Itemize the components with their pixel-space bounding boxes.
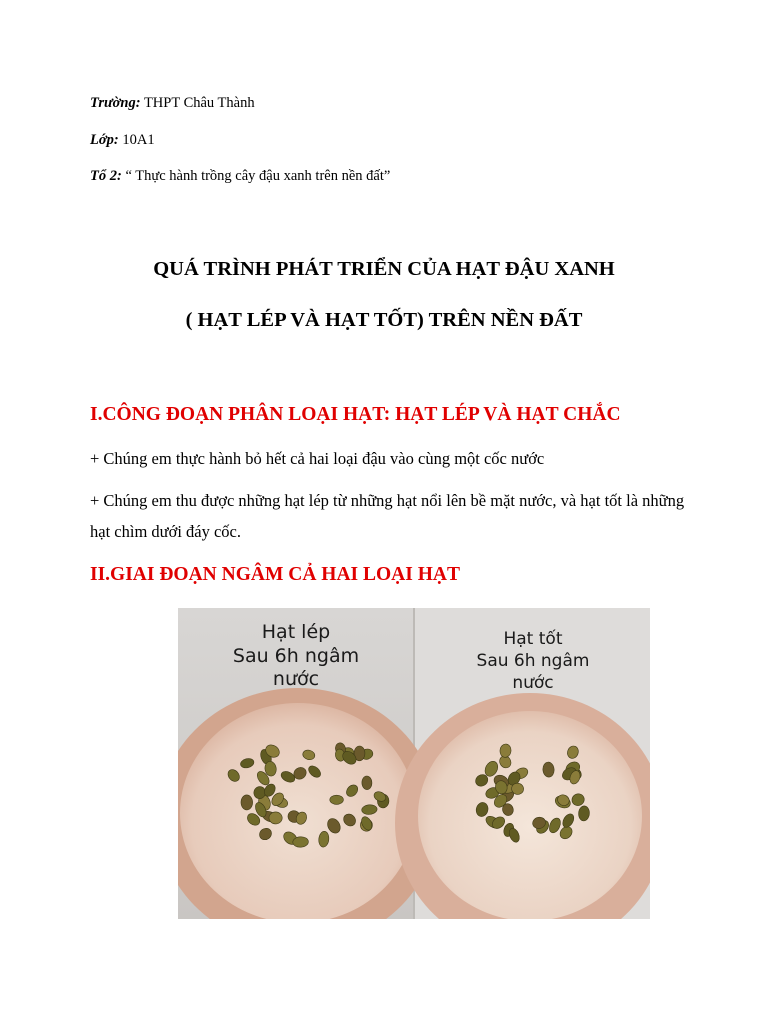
class-label: Lớp: xyxy=(90,132,119,148)
right-caption-line-1: Hạt tốt xyxy=(503,629,563,649)
group-line xyxy=(90,167,390,185)
section-1-paragraph-1: + Chúng em thực hành bỏ hết cả hai loại đậu vào cùng một cốc nước xyxy=(90,449,545,468)
page-title-line-2: ( HẠT LÉP VÀ HẠT TỐT) TRÊN NỀN ĐẤT xyxy=(185,309,583,331)
page-title-line-1: QUÁ TRÌNH PHÁT TRIỂN CỦA HẠT ĐẬU XANH xyxy=(153,258,615,280)
section-1-heading: I.CÔNG ĐOẠN PHÂN LOẠI HẠT: HẠT LÉP VÀ HẠT CHẮC xyxy=(90,404,621,425)
school-line xyxy=(90,94,255,112)
section-1-paragraph-2: + Chúng em thu được những hạt lép từ những hạt nổi lên bề mặt nước, và hạt tốt là những hạt chìm dưới đáy cốc. xyxy=(90,491,685,541)
left-bowl xyxy=(180,703,416,919)
group-value: “ Thực hành trồng cây đậu xanh trên nền đất” xyxy=(125,168,391,184)
soaked-beans-photo xyxy=(178,608,650,919)
bean xyxy=(269,812,283,824)
left-caption-line-2: Sau 6h ngâm xyxy=(232,645,360,667)
section-2-heading: II.GIAI ĐOẠN NGÂM CẢ HAI LOẠI HẠT xyxy=(90,564,460,585)
right-bowl xyxy=(418,711,642,919)
left-caption-line-1: Hạt lép xyxy=(261,621,331,643)
class-value: 10A1 xyxy=(122,132,155,148)
school-label: Trường: xyxy=(90,95,141,111)
class-line xyxy=(90,131,155,149)
left-caption-line-3: nước xyxy=(272,668,320,690)
group-label: Tổ 2: xyxy=(90,168,122,184)
right-caption-line-2: Sau 6h ngâm xyxy=(476,651,590,671)
school-value: THPT Châu Thành xyxy=(143,95,255,111)
bean xyxy=(362,776,372,790)
right-caption-line-3: nước xyxy=(512,673,554,693)
bean xyxy=(330,795,344,804)
bean xyxy=(241,795,253,810)
